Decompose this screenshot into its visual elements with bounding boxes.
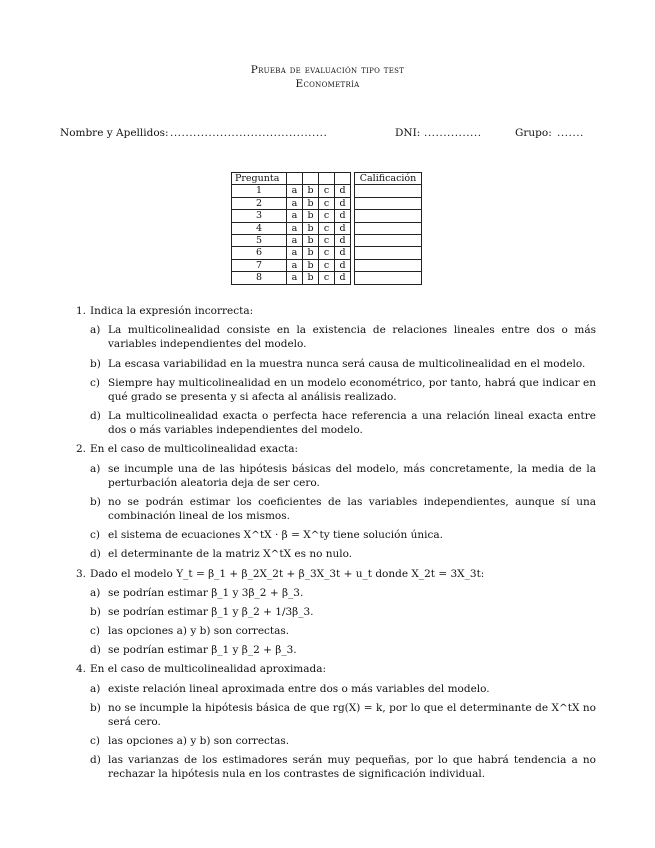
- option-text: el sistema de ecuaciones X^tX · β = X^ty tiene solución única.: [108, 529, 443, 542]
- question-number: 4.: [76, 663, 87, 676]
- option-text: no se podrán estimar los coeficientes de las variables independientes, aunque sí una combinación lineal de los mismos.: [108, 495, 596, 523]
- option-d: [90, 753, 596, 781]
- answer-option-d[interactable]: d: [335, 247, 351, 259]
- answer-row: [232, 235, 422, 247]
- option-b: [90, 495, 596, 523]
- option-d: [90, 643, 596, 657]
- answer-sheet-header-row: [232, 173, 422, 185]
- option-text: La multicolinealidad consiste en la existencia de relaciones lineales entre dos o más variables independientes del modelo.: [108, 324, 596, 351]
- answer-option-a[interactable]: a: [287, 272, 303, 284]
- option-list: [90, 682, 596, 782]
- exam-title: [0, 63, 655, 77]
- option-text: se podrían estimar β_1 y 3β_2 + β_3.: [108, 586, 304, 599]
- answer-option-c[interactable]: c: [319, 235, 335, 247]
- answer-row: [232, 210, 422, 222]
- question-number: 3.: [76, 567, 87, 580]
- option-label: a): [90, 586, 101, 599]
- answer-row-number: 8: [232, 272, 287, 284]
- option-c: [90, 376, 596, 404]
- question-number: 2.: [76, 443, 87, 456]
- option-d: [90, 547, 596, 561]
- answer-option-c[interactable]: c: [319, 272, 335, 284]
- grade-cell: [355, 210, 422, 222]
- answer-row-number: 1: [232, 185, 287, 197]
- answer-row-number: 2: [232, 197, 287, 209]
- question-number: 1.: [76, 305, 87, 317]
- name-field[interactable]: .........................................: [170, 127, 328, 139]
- option-label: a): [90, 462, 101, 475]
- answer-option-a[interactable]: a: [287, 247, 303, 259]
- answer-row-number: 7: [232, 259, 287, 271]
- grade-column-header: Calificación: [355, 173, 422, 185]
- question-text: En el caso de multicolinealidad exacta:: [90, 443, 298, 456]
- answer-row: [232, 197, 422, 209]
- question-text: En el caso de multicolinealidad aproximada:: [90, 663, 327, 676]
- question-4: [76, 662, 596, 781]
- option-text: se incumple una de las hipótesis básicas del modelo, más concretamente, la media de la perturbación aleatoria deja de ser cero.: [108, 462, 596, 489]
- answer-row: [232, 259, 422, 271]
- option-text: las varianzas de los estimadores serán muy pequeñas, por lo que habrá tendencia a no rechazar la hipótesis nula en los contrastes de significación individual.: [108, 754, 596, 781]
- grade-cell: [355, 272, 422, 284]
- exam-subtitle: [0, 77, 655, 91]
- option-label: a): [90, 682, 101, 695]
- answer-option-d[interactable]: d: [335, 235, 351, 247]
- question-list: [76, 304, 596, 787]
- question-3: [76, 567, 596, 658]
- exam-subtitle-text: Econometría: [295, 78, 360, 90]
- group-label: Grupo:: [515, 127, 552, 139]
- grade-cell: [355, 247, 422, 259]
- question-text: Dado el modelo Y_t = β_1 + β_2X_2t + β_3X_3t + u_t donde X_2t = 3X_3t:: [90, 567, 485, 580]
- option-b: [90, 605, 596, 619]
- question-column-header: Pregunta: [232, 173, 287, 185]
- option-label: a): [90, 324, 101, 337]
- answer-option-c[interactable]: c: [319, 222, 335, 234]
- name-label: Nombre y Apellidos:: [60, 127, 169, 139]
- option-label: d): [90, 644, 101, 657]
- answer-row-number: 4: [232, 222, 287, 234]
- dni-field[interactable]: ...............: [424, 127, 482, 139]
- answer-option-c[interactable]: c: [319, 210, 335, 222]
- option-list: [90, 462, 596, 562]
- option-text: las opciones a) y b) son correctas.: [108, 625, 290, 638]
- answer-option-d[interactable]: d: [335, 197, 351, 209]
- question-text: Indica la expresión incorrecta:: [90, 305, 254, 317]
- answer-option-a[interactable]: a: [287, 197, 303, 209]
- answer-option-c[interactable]: c: [319, 197, 335, 209]
- option-list: [90, 586, 596, 658]
- option-label: b): [90, 495, 101, 508]
- option-text: La multicolinealidad exacta o perfecta hace referencia a una relación lineal exacta entre dos o más variables independientes del modelo.: [108, 410, 596, 437]
- option-text: las opciones a) y b) son correctas.: [108, 735, 290, 748]
- answer-option-c[interactable]: c: [319, 247, 335, 259]
- group-field[interactable]: .......: [557, 127, 584, 139]
- option-label: d): [90, 548, 101, 561]
- grade-cell: [355, 197, 422, 209]
- answer-option-b[interactable]: b: [303, 185, 319, 197]
- answer-option-b[interactable]: b: [303, 197, 319, 209]
- answer-option-b[interactable]: b: [303, 259, 319, 271]
- option-label: d): [90, 754, 101, 767]
- exam-title-text: Prueba de evaluación tipo test: [250, 64, 405, 76]
- answer-option-d[interactable]: d: [335, 210, 351, 222]
- question-1: [76, 304, 596, 437]
- option-b: [90, 357, 596, 371]
- option-label: c): [90, 376, 100, 389]
- answer-option-a[interactable]: a: [287, 185, 303, 197]
- answer-row: [232, 222, 422, 234]
- option-c: [90, 734, 596, 748]
- answer-row-number: 6: [232, 247, 287, 259]
- answer-option-a[interactable]: a: [287, 222, 303, 234]
- option-label: c): [90, 625, 100, 638]
- answer-row-number: 3: [232, 210, 287, 222]
- answer-option-d[interactable]: d: [335, 272, 351, 284]
- option-a: [90, 586, 596, 600]
- option-text: no se incumple la hipótesis básica de que rg(X) = k, por lo que el determinante de X^tX no será cero.: [108, 701, 596, 728]
- option-label: c): [90, 529, 100, 542]
- answer-option-c[interactable]: c: [319, 185, 335, 197]
- option-a: [90, 323, 596, 351]
- answer-option-b[interactable]: b: [303, 210, 319, 222]
- dni-label: DNI:: [395, 127, 421, 139]
- question-2: [76, 442, 596, 561]
- answer-option-a[interactable]: a: [287, 235, 303, 247]
- answer-row: [232, 247, 422, 259]
- answer-option-b[interactable]: b: [303, 235, 319, 247]
- grade-cell: [355, 235, 422, 247]
- option-c: [90, 624, 596, 638]
- option-label: b): [90, 605, 101, 618]
- grade-cell: [355, 222, 422, 234]
- answer-row: [232, 272, 422, 284]
- answer-option-d[interactable]: d: [335, 222, 351, 234]
- answer-row-number: 5: [232, 235, 287, 247]
- answer-option-d[interactable]: d: [335, 185, 351, 197]
- option-d: [90, 409, 596, 437]
- option-text: se podrían estimar β_1 y β_2 + β_3.: [108, 644, 297, 657]
- answer-row: [232, 185, 422, 197]
- answer-option-b[interactable]: b: [303, 247, 319, 259]
- option-b: [90, 701, 596, 729]
- option-c: [90, 528, 596, 542]
- answer-option-b[interactable]: b: [303, 272, 319, 284]
- option-text: La escasa variabilidad en la muestra nunca será causa de multicolinealidad en el modelo.: [108, 357, 586, 370]
- answer-sheet-table: [231, 172, 422, 285]
- option-label: b): [90, 701, 101, 714]
- option-text: existe relación lineal aproximada entre dos o más variables del modelo.: [108, 682, 490, 695]
- option-list: [90, 323, 596, 437]
- option-label: d): [90, 410, 101, 423]
- answer-option-a[interactable]: a: [287, 210, 303, 222]
- answer-option-a[interactable]: a: [287, 259, 303, 271]
- option-a: [90, 462, 596, 490]
- option-label: c): [90, 735, 100, 748]
- answer-option-b[interactable]: b: [303, 222, 319, 234]
- answer-option-d[interactable]: d: [335, 259, 351, 271]
- answer-option-c[interactable]: c: [319, 259, 335, 271]
- grade-cell: [355, 259, 422, 271]
- option-label: b): [90, 357, 101, 370]
- option-text: el determinante de la matriz X^tX es no nulo.: [108, 548, 353, 561]
- grade-cell: [355, 185, 422, 197]
- option-text: Siempre hay multicolinealidad en un modelo econométrico, por tanto, habrá que indicar en qué grado se presenta y si afecta al análisis realizado.: [108, 376, 596, 403]
- option-a: [90, 682, 596, 696]
- option-text: se podrían estimar β_1 y β_2 + 1/3β_3.: [108, 605, 314, 618]
